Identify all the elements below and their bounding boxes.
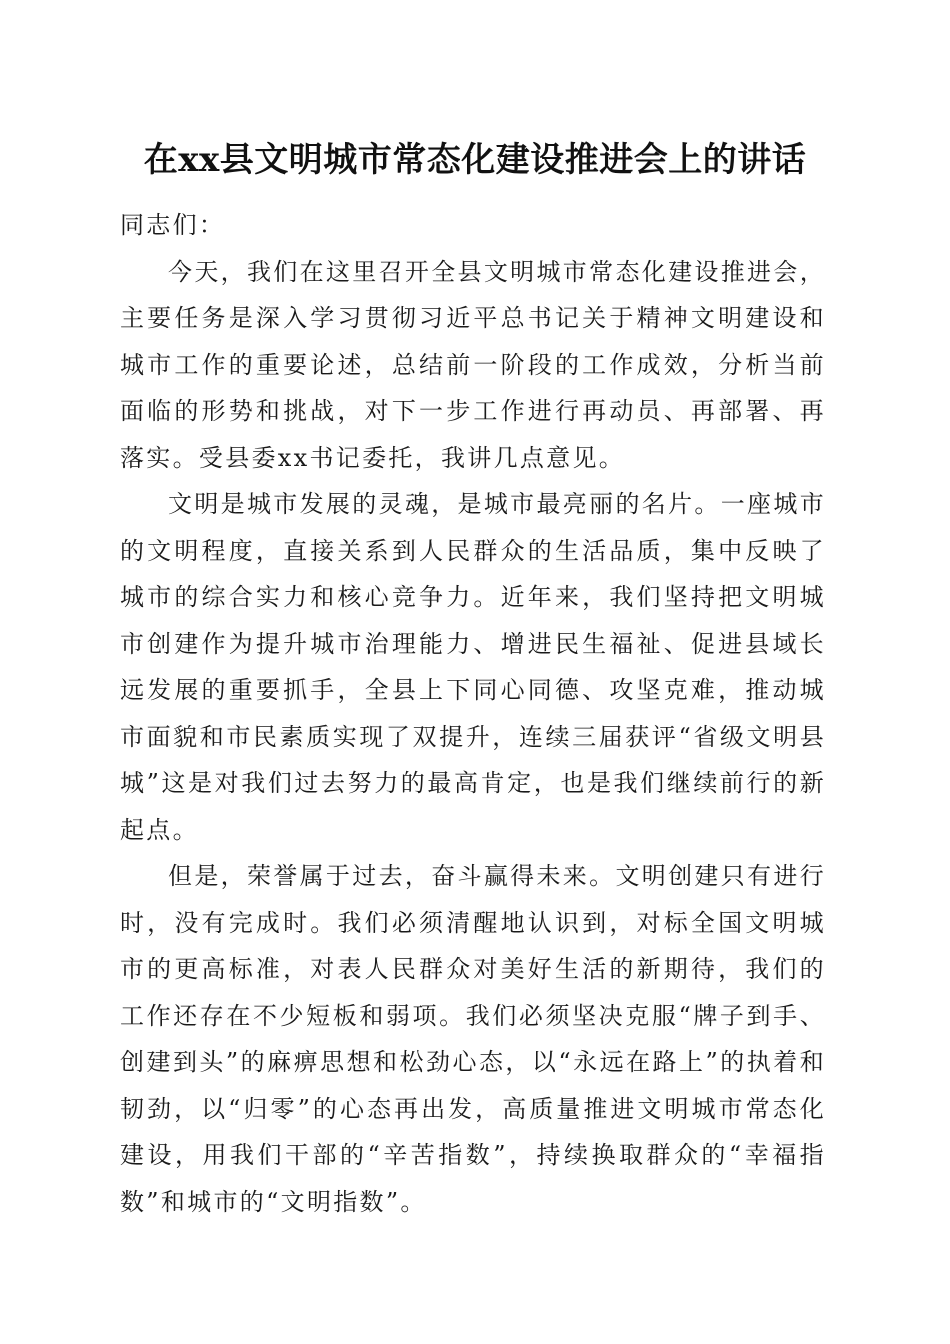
paragraph-2: 文明是城市发展的灵魂，是城市最亮丽的名片。一座城市的文明程度，直接关系到人民群众的生活品质，集中反映了城市的综合实力和核心竞争力。近年来，我们坚持把文明城市创建作为提升城市治理能力、增进民生福祉、促进县域长远发展的重要抓手，全县上下同心同德、攻坚克难，推动城市面貌和市民素质实现了双提升，连续三届获评“省级文明县城”这是对我们过去努力的最高肯定，也是我们继续前行的新起点。	[120, 490, 826, 844]
salutation: 同志们：	[120, 211, 226, 239]
document-body	[120, 202, 826, 1225]
paragraph-1: 今天，我们在这里召开全县文明城市常态化建设推进会，主要任务是深入学习贯彻习近平总书记关于精神文明建设和城市工作的重要论述，总结前一阶段的工作成效，分析当前面临的形势和挑战，对下一步工作进行再动员、再部署、再落实。受县委xx书记委托，我讲几点意见。	[120, 257, 826, 472]
paragraph-3: 但是，荣誉属于过去，奋斗赢得未来。文明创建只有进行时，没有完成时。我们必须清醒地认识到，对标全国文明城市的更高标准，对表人民群众对美好生活的新期待，我们的工作还存在不少短板和弱项。我们必须坚决克服“牌子到手、创建到头”的麻痹思想和松劲心态，以“永远在路上”的执着和韧劲，以“归零”的心态再出发，高质量推进文明城市常态化建设，用我们干部的“辛苦指数”，持续换取群众的“幸福指数”和城市的“文明指数”。	[120, 862, 826, 1216]
document-title: 在xx县文明城市常态化建设推进会上的讲话	[143, 140, 807, 180]
